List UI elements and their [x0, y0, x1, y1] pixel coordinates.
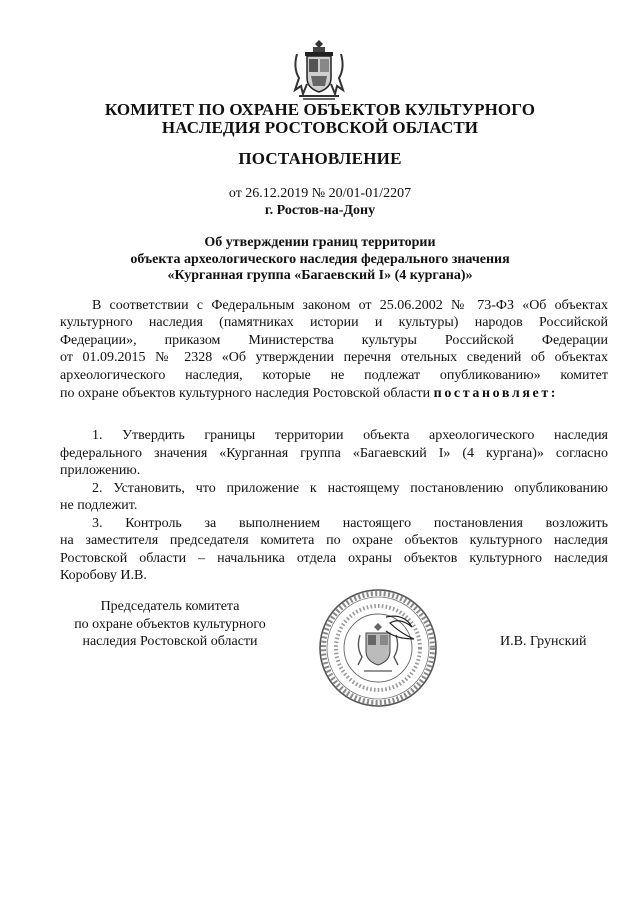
coat-of-arms-icon	[287, 38, 351, 102]
subject-line2: объекта археологического наследия федерального значения	[130, 252, 510, 267]
subject-line3: «Курганная группа «Багаевский I» (4 кургана)»	[167, 268, 473, 283]
item3-line: Ростовской области – начальника отдела охраны объектов культурного наследия	[60, 551, 608, 566]
preamble-line: от 01.09.2015 № 2328 «Об утверждении перечня отельных сведений об объектах	[60, 350, 608, 365]
agency-name-line1: КОМИТЕТ ПО ОХРАНЕ ОБЪЕКТОВ КУЛЬТУРНОГО	[104, 100, 536, 119]
item1-line: приложению.	[60, 463, 141, 478]
item3-line: на заместителя председателя комитета по охране объектов культурного наследия	[60, 533, 608, 548]
signatory-name: И.В. Грунский	[500, 634, 587, 649]
preamble-line-text: по охране объектов культурного наследия Ростовской области	[60, 386, 431, 401]
document-city: г. Ростов-на-Дону	[264, 203, 376, 218]
preamble-line: археологического наследия, которые не подлежат опубликованию» комитет	[60, 368, 608, 383]
preamble-line: культурного наследия (памятниках истории и культуры) народов Российской	[60, 315, 608, 330]
preamble-line: В соответствии с Федеральным законом от 25.06.2002 № 73-ФЗ «Об объектах	[92, 298, 608, 313]
official-seal-icon	[316, 587, 440, 709]
item1-line: 1. Утвердить границы территории объекта археологического наследия	[92, 428, 608, 443]
preamble-final-line	[60, 386, 608, 402]
document-date-number: от 26.12.2019 № 20/01-01/2207	[228, 186, 412, 201]
item3-line: Коробову И.В.	[60, 568, 147, 583]
subject-line1: Об утверждении границ территории	[204, 235, 436, 250]
signatory-title-line3: наследия Ростовской области	[82, 634, 258, 649]
item1-line: федерального значения «Курганная группа «Багаевский I» (4 кургана)» согласно	[60, 446, 608, 461]
item2-line: 2. Установить, что приложение к настоящему постановлению опубликованию	[92, 481, 608, 496]
signatory-title-line2: по охране объектов культурного	[74, 617, 266, 632]
agency-name-line2: НАСЛЕДИЯ РОСТОВСКОЙ ОБЛАСТИ	[161, 118, 479, 137]
preamble-line: Федерации», приказом Министерства культуры Российской Федерации	[60, 333, 608, 348]
document-type-title: ПОСТАНОВЛЕНИЕ	[238, 149, 402, 168]
item2-line: не подлежит.	[60, 498, 138, 513]
signatory-title-line1: Председатель комитета	[100, 599, 240, 614]
decree-word: постановляет:	[433, 386, 559, 401]
item3-line: 3. Контроль за выполнением настоящего постановления возложить	[92, 516, 608, 531]
